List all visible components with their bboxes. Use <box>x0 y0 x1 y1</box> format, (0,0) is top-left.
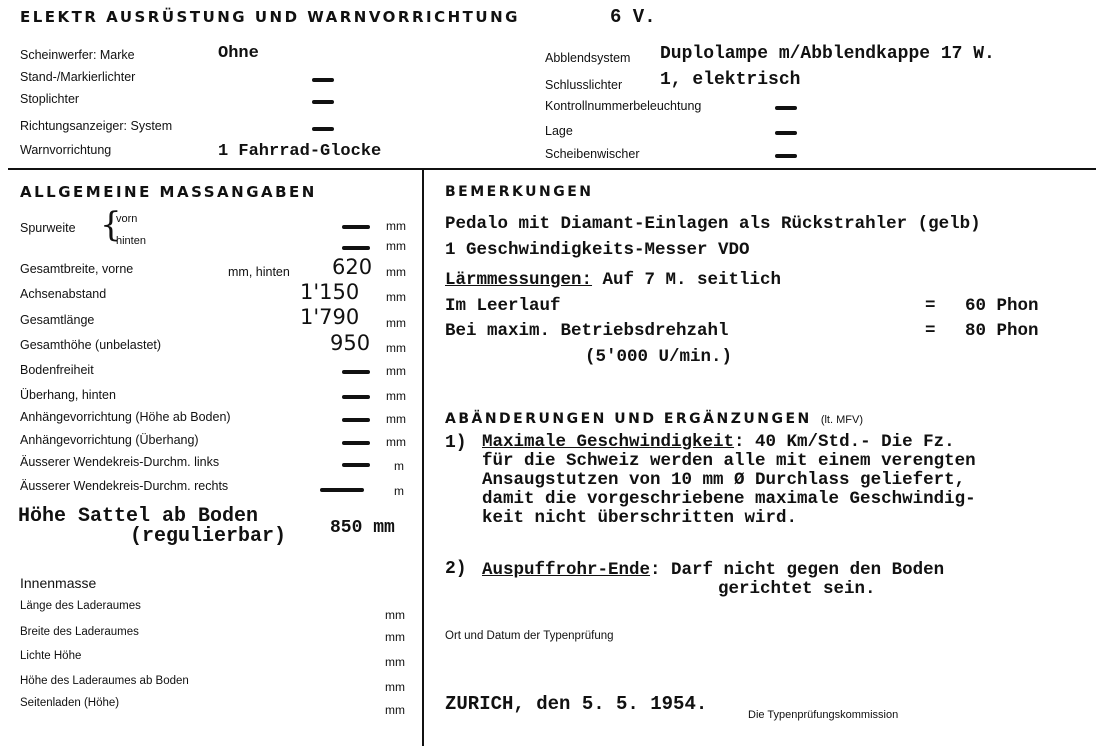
label-scheinwerfer: Scheinwerfer: Marke <box>20 48 135 62</box>
label-kommission: Die Typenprüfungskommission <box>748 709 899 721</box>
label-scheibenwischer: Scheibenwischer <box>545 147 640 161</box>
unit-mm: mm <box>385 630 405 644</box>
unit-mm: mm <box>386 364 406 378</box>
label-kontrollnummer: Kontrollnummerbeleuchtung <box>545 99 702 113</box>
label-gesamtlaenge: Gesamtlänge <box>20 313 95 327</box>
text-leerlauf: Im Leerlauf <box>445 296 561 316</box>
text-bemerkung-2: 1 Geschwindigkeits-Messer VDO <box>445 240 750 260</box>
brace-icon: { <box>100 205 122 245</box>
label-stoplichter: Stoplichter <box>20 92 80 106</box>
section-title-aenderungen <box>445 408 863 427</box>
unit-mm: mm <box>386 435 406 449</box>
laerm-text: Auf 7 M. seitlich <box>592 270 782 290</box>
unit-mm: mm <box>385 703 405 717</box>
section-title-innenmasse: Innenmasse <box>20 575 97 591</box>
value-drehzahl: 80 Phon <box>965 321 1039 341</box>
item-1-line-1: : 40 Km/Std.- Die Fz. <box>734 432 955 452</box>
label-richtungsanzeiger: Richtungsanzeiger: System <box>20 119 173 133</box>
section-title-bemerkungen: BEMERKUNGEN <box>445 184 594 200</box>
unit-mm: mm <box>385 680 405 694</box>
value-ort-datum: ZURICH, den 5. 5. 1954. <box>445 693 708 715</box>
label-hoehe-sattel: Höhe Sattel ab Boden <box>18 505 259 528</box>
text-laermmessungen <box>445 270 781 290</box>
label-sattel-regulierbar: (regulierbar) <box>130 525 287 548</box>
unit-mm: mm <box>386 265 406 279</box>
section-title-massangaben: ALLGEMEINE MASSANGABEN <box>20 183 317 201</box>
text-bemerkung-1: Pedalo mit Diamant-Einlagen als Rückstrahler (gelb) <box>445 214 981 234</box>
label-anhaenge-ueberhang: Anhängevorrichtung (Überhang) <box>20 433 199 447</box>
unit-mm: mm <box>386 316 406 330</box>
item-1-line-4: damit die vorgeschriebene maximale Geschwindig- <box>482 489 976 509</box>
empty-dash <box>312 78 334 82</box>
empty-dash <box>342 370 370 374</box>
empty-dash <box>342 441 370 445</box>
value-leerlauf: 60 Phon <box>965 296 1039 316</box>
empty-dash <box>342 225 370 229</box>
unit-m: m <box>394 459 404 473</box>
equals-sign: = <box>925 296 936 316</box>
unit-mm: mm <box>386 239 406 253</box>
empty-dash <box>775 131 797 135</box>
value-hoehe-sattel: 850 mm <box>330 518 395 538</box>
empty-dash <box>342 418 370 422</box>
unit-mm: mm <box>385 655 405 669</box>
label-spurweite: Spurweite <box>20 221 76 235</box>
aenderungen-title-small: (lt. MFV) <box>820 414 863 426</box>
item-2-line-1: : Darf nicht gegen den Boden <box>650 560 945 580</box>
text-drehzahl-rpm: (5'000 U/min.) <box>585 347 733 367</box>
item-1-block <box>482 433 955 451</box>
label-gesamtbreite: Gesamtbreite, vorne <box>20 262 134 276</box>
equals-sign: = <box>925 321 936 341</box>
unit-mm: mm <box>386 389 406 403</box>
label-lichte-hoehe: Lichte Höhe <box>20 650 82 662</box>
label-spur-vorn: vorn <box>116 213 138 225</box>
item-1-line-3: Ansaugstutzen von 10 mm Ø Durchlass geliefert, <box>482 470 966 490</box>
label-bodenfreiheit: Bodenfreiheit <box>20 363 94 377</box>
unit-mm: mm <box>386 219 406 233</box>
unit-mm: mm <box>386 412 406 426</box>
value-abblendsystem: Duplolampe m/Abblendkappe 17 W. <box>660 44 995 64</box>
unit-mm: mm <box>386 341 406 355</box>
label-gesamthoehe: Gesamthöhe (unbelastet) <box>20 338 162 352</box>
unit-m: m <box>394 484 404 498</box>
label-warnvorrichtung: Warnvorrichtung <box>20 143 112 157</box>
label-anhaenge-hoehe: Anhängevorrichtung (Höhe ab Boden) <box>20 410 231 424</box>
voltage-value: 6 V. <box>610 6 656 28</box>
label-standlichter: Stand-/Markierlichter <box>20 70 136 84</box>
label-ueberhang: Überhang, hinten <box>20 388 116 402</box>
value-gesamthoehe: 950 <box>330 331 371 355</box>
label-seitenladen: Seitenladen (Höhe) <box>20 697 120 709</box>
value-gesamtlaenge: 1'790 <box>300 305 360 329</box>
label-lage: Lage <box>545 124 573 138</box>
item-1-number: 1) <box>445 433 467 453</box>
text-drehzahl: Bei maxim. Betriebsdrehzahl <box>445 321 729 341</box>
aenderungen-title: ABÄNDERUNGEN UND ERGÄNZUNGEN <box>445 411 812 427</box>
value-warnvorrichtung: 1 Fahrrad-Glocke <box>218 142 382 161</box>
label-spur-hinten: hinten <box>116 235 146 247</box>
value-achsenabstand: 1'150 <box>300 280 360 304</box>
item-2-number: 2) <box>445 559 467 579</box>
item-1-line-2: für die Schweiz werden alle mit einem verengten <box>482 451 976 471</box>
empty-dash <box>342 463 370 467</box>
label-wendekreis-rechts: Äusserer Wendekreis-Durchm. rechts <box>20 479 229 493</box>
value-schlusslichter: 1, elektrisch <box>660 70 801 90</box>
item-2-block <box>482 561 944 579</box>
unit-mm: mm <box>386 290 406 304</box>
label-mm-hinten: mm, hinten <box>228 265 290 279</box>
label-abblendsystem: Abblendsystem <box>545 51 631 65</box>
section-title-elektr: ELEKTR AUSRÜSTUNG UND WARNVORRICHTUNG <box>20 8 520 26</box>
label-schlusslichter: Schlusslichter <box>545 78 623 92</box>
label-wendekreis-links: Äusserer Wendekreis-Durchm. links <box>20 455 220 469</box>
value-scheinwerfer: Ohne <box>218 44 259 63</box>
laerm-label: Lärmmessungen: <box>445 270 593 290</box>
label-laenge-laderaum: Länge des Laderaumes <box>20 600 141 612</box>
item-2-line-2: gerichtet sein. <box>718 579 876 599</box>
empty-dash <box>775 106 797 110</box>
empty-dash <box>342 395 370 399</box>
empty-dash <box>312 127 334 131</box>
label-ort-datum: Ort und Datum der Typenprüfung <box>445 630 614 642</box>
empty-dash <box>342 246 370 250</box>
value-gesamtbreite: 620 <box>332 255 373 279</box>
unit-mm: mm <box>385 608 405 622</box>
item-1-line-5: keit nicht überschritten wird. <box>482 508 798 528</box>
empty-dash <box>312 100 334 104</box>
item-2-head: Auspuffrohr-Ende <box>482 560 651 580</box>
label-achsenabstand: Achsenabstand <box>20 287 107 301</box>
label-breite-laderaum: Breite des Laderaumes <box>20 626 139 638</box>
item-1-head: Maximale Geschwindigkeit <box>482 432 735 452</box>
horizontal-divider <box>8 168 1096 170</box>
vertical-divider <box>422 168 424 746</box>
empty-dash <box>775 154 797 158</box>
label-hoehe-laderaum: Höhe des Laderaumes ab Boden <box>20 675 189 687</box>
empty-dash <box>320 488 364 492</box>
